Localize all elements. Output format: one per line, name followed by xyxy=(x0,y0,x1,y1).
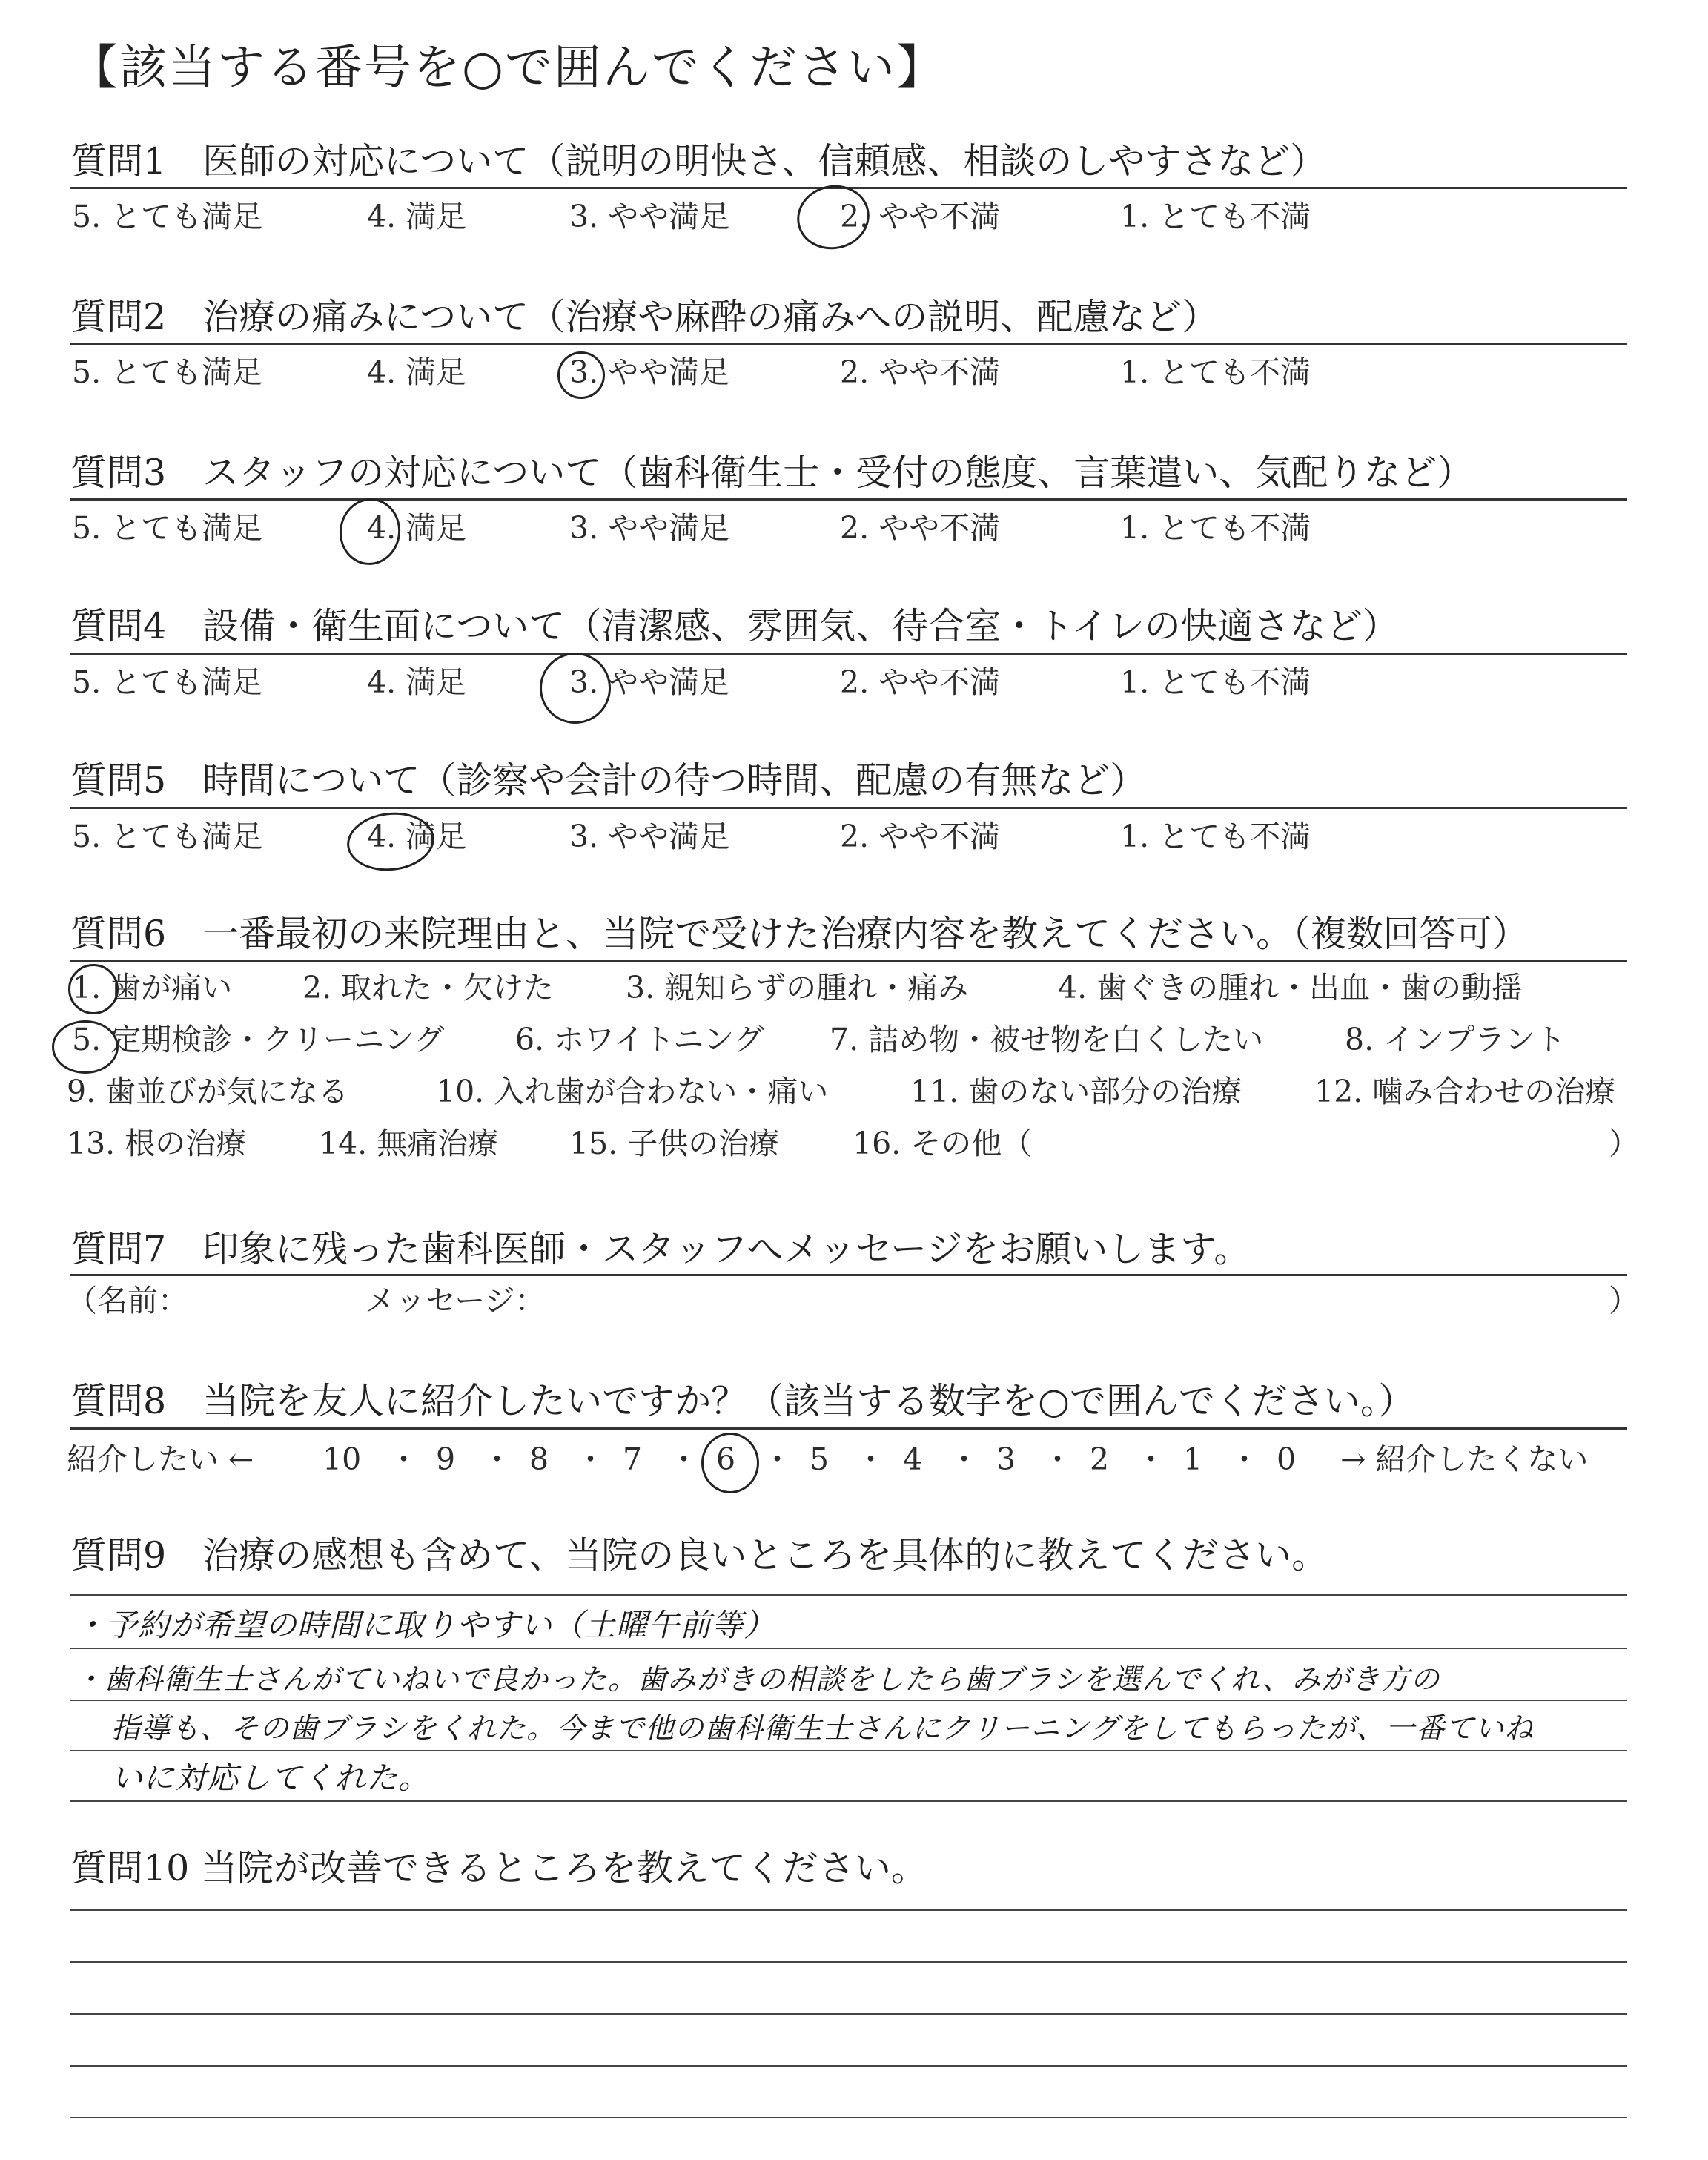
q4-option-3[interactable]: 3. やや満足 xyxy=(569,664,730,700)
q2-option-2[interactable]: 2. やや不満 xyxy=(840,354,1001,390)
question-2-rule xyxy=(70,343,1627,345)
q9-answer-line-1: ・予約が希望の時間に取りやすい（土曜午前等） xyxy=(74,1607,776,1643)
q8-separator: ・ xyxy=(1229,1441,1260,1477)
q6-option-16[interactable]: 16. その他（ xyxy=(853,1126,1033,1161)
question-6: 質問6 一番最初の来院理由と、当院で受けた治療内容を教えてください。（複数回答可） xyxy=(70,913,1529,955)
q4-option-5[interactable]: 5. とても満足 xyxy=(72,664,263,700)
question-1: 質問1 医師の対応について（説明の明快さ、信頼感、相談のしやすさなど） xyxy=(70,140,1327,182)
question-4: 質問4 設備・衛生面について（清潔感、雰囲気、待合室・トイレの快適さなど） xyxy=(70,605,1399,647)
q2-option-5[interactable]: 5. とても満足 xyxy=(72,354,263,390)
q4-answer-circle xyxy=(540,653,611,724)
q1-option-1[interactable]: 1. とても不満 xyxy=(1120,199,1311,234)
q8-separator: ・ xyxy=(1136,1441,1166,1477)
q1-answer-circle xyxy=(791,179,875,256)
q8-separator: ・ xyxy=(949,1441,979,1477)
q9-line-4 xyxy=(70,1750,1627,1751)
q6-option-1[interactable]: 1. 歯が痛い xyxy=(72,970,233,1005)
q8-score-1[interactable]: 1 xyxy=(1183,1441,1203,1477)
q6-other-close-paren: ） xyxy=(1609,1126,1639,1161)
q6-option-3[interactable]: 3. 親知らずの腫れ・痛み xyxy=(626,970,969,1005)
q2-option-4[interactable]: 4. 満足 xyxy=(367,354,467,390)
q4-option-1[interactable]: 1. とても不満 xyxy=(1120,664,1311,700)
q6-option-4[interactable]: 4. 歯ぐきの腫れ・出血・歯の動揺 xyxy=(1058,970,1523,1005)
q5-option-2[interactable]: 2. やや不満 xyxy=(840,819,1001,854)
q3-option-2[interactable]: 2. やや不満 xyxy=(840,510,1001,546)
q6-option-13[interactable]: 13. 根の治療 xyxy=(67,1126,247,1161)
q1-option-4[interactable]: 4. 満足 xyxy=(367,199,467,234)
q8-score-5[interactable]: 5 xyxy=(810,1441,830,1477)
q7-close-paren: ） xyxy=(1609,1283,1639,1318)
q7-message-label: メッセージ： xyxy=(365,1283,546,1318)
q8-separator: ・ xyxy=(482,1441,512,1477)
page-title: 【該当する番号を○で囲んでください】 xyxy=(70,41,945,96)
q8-separator: ・ xyxy=(388,1441,419,1477)
question-7: 質問7 印象に残った歯科医師・スタッフへメッセージをお願いします。 xyxy=(70,1228,1251,1270)
question-8-rule xyxy=(70,1427,1627,1430)
q6-option-5[interactable]: 5. 定期検診・クリーニング xyxy=(72,1022,445,1057)
q3-option-4[interactable]: 4. 満足 xyxy=(367,510,467,546)
q8-score-7[interactable]: 7 xyxy=(623,1441,643,1477)
question-3: 質問3 スタッフの対応について（歯科衛生士・受付の態度、言葉遣い、気配りなど） xyxy=(70,452,1474,494)
q6-option-9[interactable]: 9. 歯並びが気になる xyxy=(67,1074,349,1109)
q1-option-5[interactable]: 5. とても満足 xyxy=(72,199,263,234)
q10-line-4 xyxy=(70,2065,1627,2067)
q9-line-1 xyxy=(70,1594,1627,1596)
question-9: 質問9 治療の感想も含めて、当院の良いところを具体的に教えてください。 xyxy=(70,1534,1328,1576)
question-2: 質問2 治療の痛みについて（治療や麻酔の痛みへの説明、配慮など） xyxy=(70,296,1219,338)
q8-separator: ・ xyxy=(855,1441,886,1477)
q3-option-3[interactable]: 3. やや満足 xyxy=(569,510,730,546)
q4-option-4[interactable]: 4. 満足 xyxy=(367,664,467,700)
q6-option-10[interactable]: 10. 入れ歯が合わない・痛い xyxy=(436,1074,829,1109)
q7-name-label: （名前： xyxy=(67,1283,188,1318)
q10-line-2 xyxy=(70,1961,1627,1963)
q9-line-5 xyxy=(70,1800,1627,1802)
q10-line-3 xyxy=(70,2013,1627,2015)
q5-option-5[interactable]: 5. とても満足 xyxy=(72,819,263,854)
q5-option-3[interactable]: 3. やや満足 xyxy=(569,819,730,854)
q8-separator: ・ xyxy=(669,1441,699,1477)
question-10: 質問10 当院が改善できるところを教えてください。 xyxy=(70,1847,927,1889)
q3-option-5[interactable]: 5. とても満足 xyxy=(72,510,263,546)
q6-answer-circle-5 xyxy=(52,1020,119,1074)
q6-option-2[interactable]: 2. 取れた・欠けた xyxy=(302,970,555,1005)
q10-line-1 xyxy=(70,1909,1627,1911)
q8-score-2[interactable]: 2 xyxy=(1090,1441,1110,1477)
q6-option-6[interactable]: 6. ホワイトニング xyxy=(515,1022,764,1057)
q8-separator: ・ xyxy=(575,1441,606,1477)
question-3-rule xyxy=(70,498,1627,501)
q8-scale-left-label: 紹介したい ← xyxy=(67,1441,254,1477)
q8-separator: ・ xyxy=(762,1441,792,1477)
q9-answer-line-4: いに対応してくれた。 xyxy=(111,1760,431,1796)
q8-score-8[interactable]: 8 xyxy=(529,1441,549,1477)
q9-line-2 xyxy=(70,1648,1627,1649)
q5-option-4[interactable]: 4. 満足 xyxy=(367,819,467,854)
q8-score-4[interactable]: 4 xyxy=(903,1441,923,1477)
question-6-rule xyxy=(70,960,1627,962)
q8-separator: ・ xyxy=(1042,1441,1073,1477)
question-7-rule xyxy=(70,1274,1627,1276)
q10-line-5 xyxy=(70,2117,1627,2118)
question-4-rule xyxy=(70,653,1627,655)
q6-option-8[interactable]: 8. インプラント xyxy=(1345,1022,1566,1057)
q2-option-3[interactable]: 3. やや満足 xyxy=(569,354,730,390)
q6-option-14[interactable]: 14. 無痛治療 xyxy=(319,1126,499,1161)
q2-option-1[interactable]: 1. とても不満 xyxy=(1120,354,1311,390)
q3-option-1[interactable]: 1. とても不満 xyxy=(1120,510,1311,546)
q1-option-3[interactable]: 3. やや満足 xyxy=(569,199,730,234)
question-5: 質問5 時間について（診察や会計の待つ時間、配慮の有無など） xyxy=(70,759,1147,802)
q8-score-3[interactable]: 3 xyxy=(996,1441,1016,1477)
q9-answer-line-3: 指導も、その歯ブラシをくれた。今まで他の歯科衛生士さんにクリーニングをしてもらったが、一番ていね xyxy=(111,1712,1535,1745)
q2-answer-circle xyxy=(557,351,605,399)
q6-answer-circle-1 xyxy=(68,964,119,1014)
q8-scale-right-label: → 紹介したくない xyxy=(1340,1441,1589,1477)
q8-answer-circle xyxy=(701,1433,759,1493)
q8-score-6[interactable]: 6 xyxy=(716,1441,736,1477)
q6-option-11[interactable]: 11. 歯のない部分の治療 xyxy=(910,1074,1242,1109)
q4-option-2[interactable]: 2. やや不満 xyxy=(840,664,1001,700)
q6-option-12[interactable]: 12. 噛み合わせの治療 xyxy=(1314,1074,1616,1109)
q1-option-2[interactable]: 2. やや不満 xyxy=(840,199,1001,234)
q6-option-15[interactable]: 15. 子供の治療 xyxy=(569,1126,780,1161)
q9-line-3 xyxy=(70,1700,1627,1701)
q9-answer-line-2: ・歯科衛生士さんがていねいで良かった。歯みがきの相談をしたら歯ブラシを選んでくれ、みがき方の xyxy=(74,1663,1440,1697)
question-8: 質問8 当院を友人に紹介したいですか？（該当する数字を○で囲んでください。） xyxy=(70,1380,1415,1422)
q5-option-1[interactable]: 1. とても不満 xyxy=(1120,819,1311,854)
q3-answer-circle xyxy=(335,495,405,569)
q8-score-0[interactable]: 0 xyxy=(1277,1441,1297,1477)
q8-score-10[interactable]: 10 xyxy=(322,1441,362,1477)
q8-score-9[interactable]: 9 xyxy=(436,1441,456,1477)
q6-option-7[interactable]: 7. 詰め物・被せ物を白くしたい xyxy=(830,1022,1264,1057)
question-5-rule xyxy=(70,807,1627,809)
